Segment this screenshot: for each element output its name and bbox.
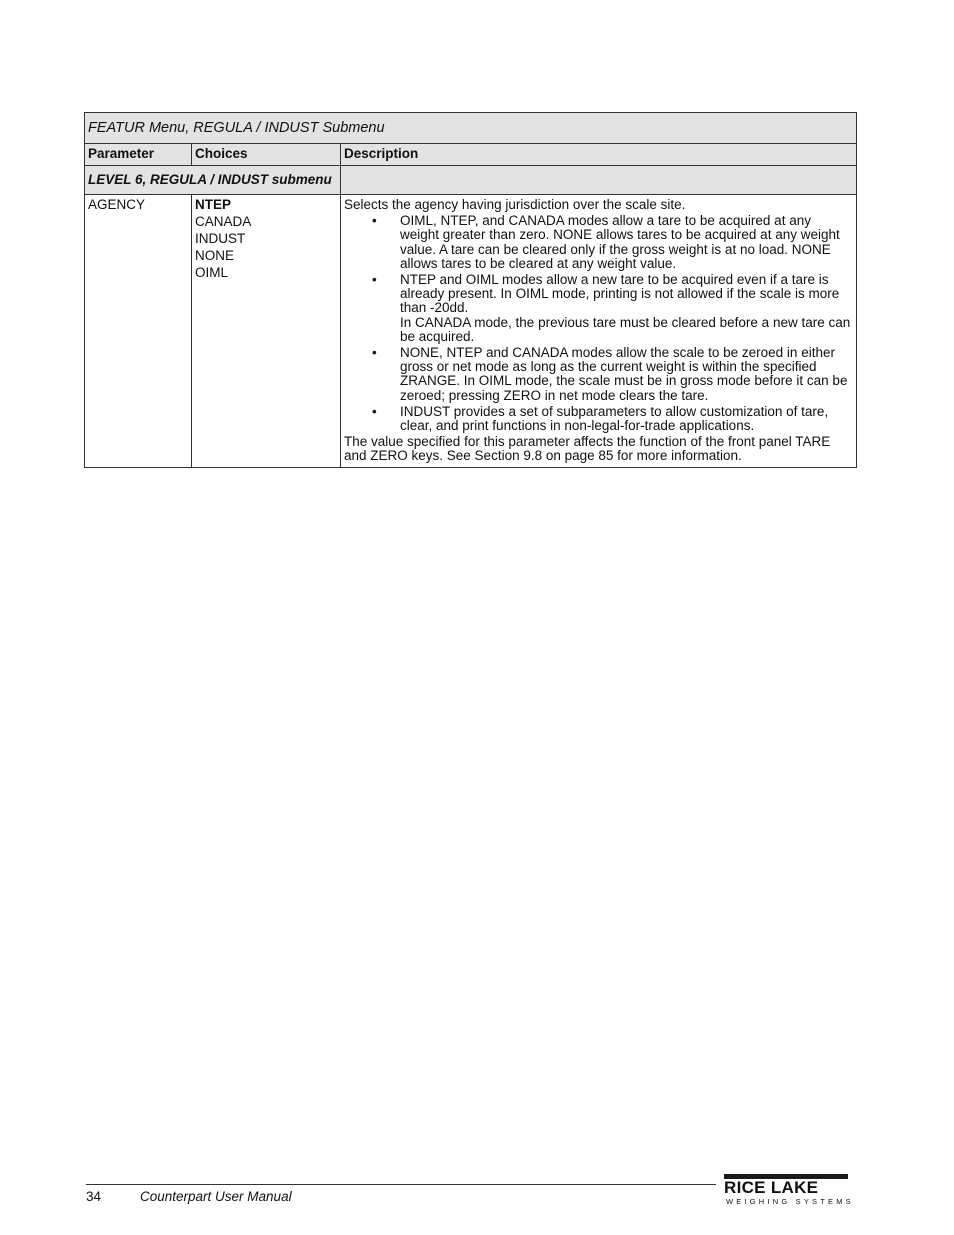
parameter-name: AGENCY	[85, 195, 192, 468]
table-title: FEATUR Menu, REGULA / INDUST Submenu	[85, 113, 857, 144]
list-item	[344, 346, 853, 403]
list-item	[344, 214, 853, 271]
rice-lake-logo	[724, 1174, 854, 1208]
bullet-icon: •	[372, 272, 377, 288]
choice-item: NONE	[195, 248, 235, 263]
bullet-icon: •	[372, 213, 377, 229]
bullet-text: OIML, NTEP, and CANADA modes allow a tare to be acquired at any weight greater than zero. NONE allows tares to be acquired at any weight value. A tare can be cleared only if the gross weight is at no load. NONE allows tares to be cleared at any weight value.	[400, 213, 840, 271]
choice-item: INDUST	[195, 231, 246, 246]
choice-item: OIML	[195, 265, 229, 280]
description-bullets	[344, 214, 853, 433]
bullet-icon: •	[372, 403, 377, 419]
page-number: 34	[86, 1189, 102, 1204]
header-parameter: Parameter	[85, 144, 192, 166]
logo-sub-text: WEIGHING SYSTEMS	[726, 1197, 854, 1206]
bullet-text: NTEP and OIML modes allow a new tare to be acquired even if a tare is already present. In OIML mode, printing is not allowed if the scale is more than -20dd.	[400, 272, 840, 316]
table-row	[85, 195, 857, 468]
level-label: LEVEL 6, REGULA / INDUST submenu	[85, 166, 341, 195]
manual-title: Counterpart User Manual	[140, 1189, 292, 1204]
bullet-text-extra: In CANADA mode, the previous tare must be cleared before a new tare can be acquired.	[400, 314, 851, 344]
choice-default: NTEP	[195, 197, 232, 212]
parameter-table	[84, 112, 857, 468]
list-item	[344, 273, 853, 344]
description-footer-note: The value specified for this parameter affects the function of the front panel TARE and ZERO keys. See Section 9.8 on page 85 for more information.	[344, 434, 831, 464]
choices-cell	[192, 195, 341, 468]
footer-rule	[86, 1184, 716, 1185]
table-title-row	[85, 113, 857, 144]
bullet-icon: •	[372, 345, 377, 361]
table-header-row	[85, 144, 857, 166]
level-empty-cell	[341, 166, 857, 195]
list-item	[344, 405, 853, 433]
bullet-text: NONE, NTEP and CANADA modes allow the scale to be zeroed in either gross or net mode as long as the current weight is within the specified ZRANGE. In OIML mode, the scale must be in gross mode before it can be zeroed; pressing ZERO in net mode clears the tare.	[400, 345, 848, 403]
header-description: Description	[341, 144, 857, 166]
description-cell	[341, 195, 857, 468]
description-intro: Selects the agency having jurisdiction over the scale site.	[344, 197, 686, 212]
level-row	[85, 166, 857, 195]
choice-item: CANADA	[195, 214, 252, 229]
header-choices: Choices	[192, 144, 341, 166]
bullet-text: INDUST provides a set of subparameters to allow customization of tare, clear, and print functions in non-legal-for-trade applications.	[400, 403, 829, 434]
logo-main-text: RICE LAKE	[724, 1178, 819, 1197]
